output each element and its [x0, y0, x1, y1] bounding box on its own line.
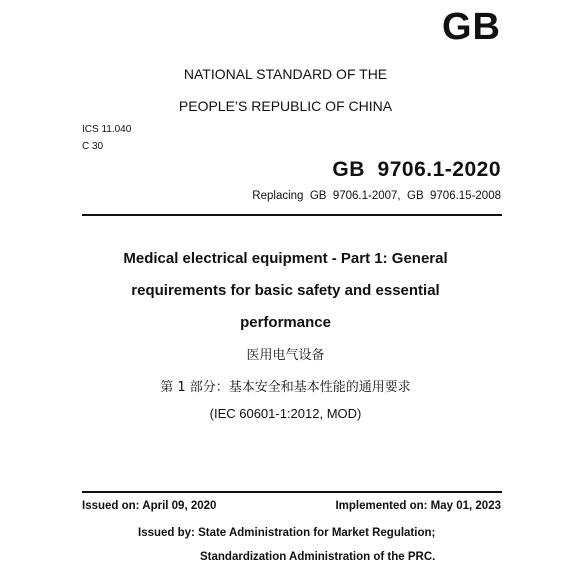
- ccs-code: C 30: [82, 141, 104, 152]
- top-divider: [82, 214, 502, 216]
- title-cn-line-2: 第 1 部分：基本安全和基本性能的通用要求: [160, 380, 411, 395]
- replacing-note: Replacing GB 9706.1-2007, GB 9706.15-2008: [252, 190, 501, 202]
- issued-date: Issued on: April 09, 2020: [82, 500, 217, 512]
- standard-number: GB 9706.1-2020: [332, 158, 501, 181]
- title-en-line-3: performance: [240, 314, 331, 331]
- ics-code: ICS 11.040: [82, 124, 132, 135]
- gb-logo: GB: [442, 6, 501, 48]
- bottom-divider: [82, 491, 502, 493]
- title-cn-line-1: 医用电气设备: [246, 348, 325, 363]
- national-standard-line-1: NATIONAL STANDARD OF THE: [183, 66, 388, 82]
- issuer-line-2: Standardization Administration of the PRC.: [200, 551, 436, 563]
- issuer-line-1: Issued by: State Administration for Market Regulation;: [138, 527, 436, 539]
- title-en-line-1: Medical electrical equipment - Part 1: General: [123, 250, 448, 267]
- implemented-date: Implemented on: May 01, 2023: [335, 500, 501, 512]
- title-en-line-2: requirements for basic safety and essential: [131, 282, 440, 299]
- national-standard-line-2: PEOPLE’S REPUBLIC OF CHINA: [178, 98, 393, 114]
- iec-equivalence: (IEC 60601-1:2012, MOD): [209, 406, 362, 421]
